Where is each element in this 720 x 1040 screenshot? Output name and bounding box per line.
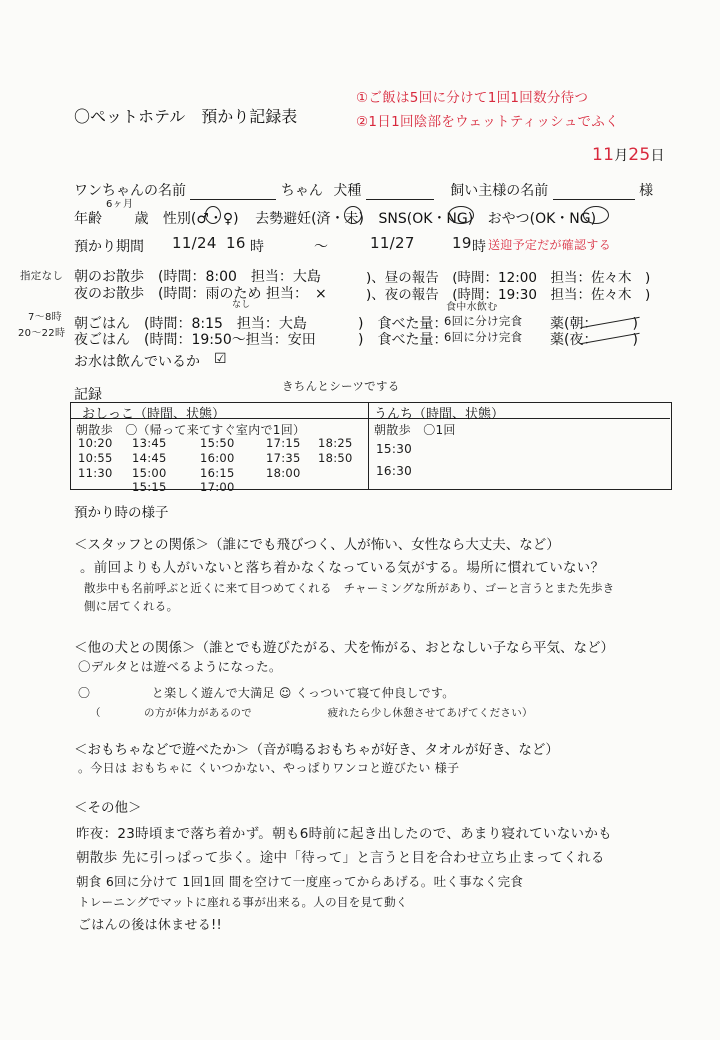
date-month-unit: 月 bbox=[614, 148, 629, 164]
pee-time-cell: 17:35 bbox=[266, 451, 301, 465]
sex-circle-mark bbox=[205, 206, 221, 224]
evening-meal: 夜ごはん (時間：19:50〜担当：安田 bbox=[74, 332, 316, 348]
dogs-answer-1: 〇デルタとは遊べるようになった。 bbox=[78, 659, 282, 674]
pee-time-cell: 16:00 bbox=[200, 451, 235, 465]
eaten-note: 食中水飲む bbox=[446, 302, 498, 313]
pee-time-cell: 10:20 bbox=[78, 436, 113, 450]
poo-header: うんち（時間、状態） bbox=[374, 407, 505, 422]
dogs-question: ＜他の犬との関係＞（誰とでも遊びたがる、犬を怖がる、おとなしい子なら平気、など） bbox=[74, 640, 614, 656]
pee-time-cell: 11:30 bbox=[78, 466, 113, 480]
pee-time-cell: 17:15 bbox=[266, 436, 301, 450]
staff-question: ＜スタッフとの関係＞（誰にでも飛びつく、人が怖い、女性なら大丈夫、など） bbox=[74, 537, 560, 553]
age-value: 6ヶ月 bbox=[106, 199, 134, 210]
state-label: 預かり時の様子 bbox=[74, 505, 169, 521]
dog-name-field bbox=[190, 185, 276, 200]
staff-answer-2: 散歩中も名前呼ぶと近くに来て目つめてくれる チャーミングな所があり、ゴーと言うとまた先歩き bbox=[84, 581, 615, 595]
staff-answer-1: 。前回よりも人がいないと落ち着かなくなっている気がする。場所に慣れていない？ bbox=[80, 560, 605, 576]
date-day-unit: 日 bbox=[650, 148, 665, 164]
age-row bbox=[74, 208, 596, 228]
age-unit: 歳 bbox=[134, 211, 149, 227]
stay-end: 11/27 bbox=[370, 234, 415, 252]
dog-name-label: ワンちゃんの名前 bbox=[74, 183, 186, 199]
breed-field bbox=[366, 185, 434, 200]
night-report: )、夜の報告 (時間：19:30 担当：佐々木 ) bbox=[366, 287, 651, 303]
other-question: ＜その他＞ bbox=[74, 800, 142, 816]
owner-field bbox=[553, 185, 635, 200]
stay-end-hour: 19 bbox=[452, 234, 472, 252]
date-day: 25 bbox=[628, 145, 651, 165]
pee-time-cell: 18:00 bbox=[266, 466, 301, 480]
pee-time-cell: 13:45 bbox=[132, 436, 167, 450]
sex-label: 性別(♂・♀) bbox=[162, 211, 239, 227]
eaten-pm: 6回に分け完食 bbox=[444, 330, 523, 344]
other-answer-4: トレーニングでマットに座れる事が出来る。人の目を見て動く bbox=[78, 895, 408, 909]
staff-answer-3: 側に居てくれる。 bbox=[84, 599, 179, 613]
sns-label: SNS(OK・NG) bbox=[378, 211, 474, 227]
water-check[interactable]: ☑ bbox=[214, 351, 227, 367]
dog-name-row bbox=[74, 180, 653, 200]
dog-name-suffix: ちゃん bbox=[280, 183, 323, 199]
toys-answer: 。今日は おもちゃに くいつかない、やっぱりワンコと遊びたい 様子 bbox=[78, 761, 460, 775]
walk-side-note: 指定なし bbox=[20, 270, 64, 282]
other-answer-1: 昨夜：23時頃まで落ち着かず。朝も6時前に起き出したので、あまり寝れていないかも bbox=[76, 826, 612, 842]
pee-header: おしっこ（時間、状態） bbox=[82, 407, 226, 422]
pee-time-cell: 16:15 bbox=[200, 466, 235, 480]
pee-time-cell: 10:55 bbox=[78, 451, 113, 465]
sns-circle-mark bbox=[448, 206, 474, 224]
pee-time-cell: 18:25 bbox=[318, 436, 353, 450]
poo-row: 16:30 bbox=[376, 464, 413, 478]
meal-side-note-am: 7〜8時 bbox=[28, 312, 62, 323]
evening-walk-small: なし bbox=[232, 300, 251, 310]
medicine-am: 薬(朝： ) bbox=[550, 316, 638, 332]
morning-meal: 朝ごはん (時間：8:15 担当：大島 bbox=[74, 316, 307, 332]
toys-question: ＜おもちゃなどで遊べたか＞（音が鳴るおもちゃが好き、タオルが好き、など） bbox=[74, 742, 559, 758]
pee-time-cell: 18:50 bbox=[318, 451, 353, 465]
eaten-am: 6回に分け完食 bbox=[444, 314, 523, 328]
breed-label: 犬種 bbox=[333, 183, 362, 199]
snack-label: おやつ(OK・NG) bbox=[487, 211, 597, 227]
stay-end-note: 送迎予定だが確認する bbox=[488, 238, 612, 252]
water-label: お水は飲んでいるか bbox=[74, 354, 200, 370]
record-label: 記録 bbox=[74, 387, 102, 403]
stay-label: 預かり期間 bbox=[74, 239, 144, 255]
poo-row: 朝散歩 〇1回 bbox=[374, 423, 456, 437]
eaten-label-pm: ) 食べた量： bbox=[358, 332, 448, 348]
eaten-label-am: ) 食べた量： bbox=[358, 316, 448, 332]
date bbox=[592, 145, 664, 165]
age-label: 年齢 bbox=[74, 211, 102, 227]
owner-suffix: 様 bbox=[639, 183, 654, 199]
medicine-pm: 薬(夜： ) bbox=[550, 332, 638, 348]
dogs-answer-2: 〇 と楽しく遊んで大満足 ☺ くっついて寝て仲良しです。 bbox=[78, 686, 455, 700]
stay-start: 11/24 bbox=[172, 234, 217, 252]
pee-time-cell: 14:45 bbox=[132, 451, 167, 465]
pee-time-cell: 15:50 bbox=[200, 436, 235, 450]
owner-label: 飼い主様の名前 bbox=[450, 183, 549, 199]
pee-time-cell: 15:15 bbox=[132, 480, 167, 494]
pee-time-cell: 17:00 bbox=[200, 480, 235, 494]
record-column-divider bbox=[368, 402, 369, 490]
evening-walk: 夜のお散歩 (時間：雨のため bbox=[74, 286, 262, 302]
evening-walk-staff: 担当： × bbox=[266, 286, 327, 302]
stay-start-hour: 16 bbox=[226, 234, 246, 252]
dogs-answer-3: （ の方が体力があるので 疲れたら少し休憩させてあげてください） bbox=[90, 707, 533, 719]
pee-time-cell: 15:00 bbox=[132, 466, 167, 480]
neuter-circle-mark bbox=[344, 206, 362, 224]
stay-tilde: 〜 bbox=[314, 239, 328, 255]
other-answer-3: 朝食 6回に分けて 1回1回 間を空けて一度座ってからあげる。吐く事なく完食 bbox=[76, 874, 524, 889]
other-answer-2: 朝散歩 先に引っぱって歩く。途中「待って」と言うと目を合わせ立ち止まってくれる bbox=[76, 850, 605, 866]
red-note-2: ②1日1回陰部をウェットティッシュでふく bbox=[356, 114, 619, 130]
date-month: 11 bbox=[592, 145, 615, 165]
poo-row: 15:30 bbox=[376, 442, 413, 456]
stay-end-unit: 時 bbox=[472, 239, 486, 255]
pee-row-1: 朝散歩 〇（帰って来てすぐ室内で1回） bbox=[76, 423, 306, 437]
red-note-1: ①ご飯は5回に分けて1回1回数分待つ bbox=[356, 90, 589, 106]
neuter-label: 去勢避妊(済・未) bbox=[255, 211, 365, 227]
meal-side-note-pm: 20〜22時 bbox=[18, 328, 66, 339]
toilet-note: きちんとシーツでする bbox=[282, 379, 400, 393]
morning-walk: 朝のお散歩 (時間：8:00 担当：大島 bbox=[74, 269, 321, 285]
sheet-title: 〇ペットホテル 預かり記録表 bbox=[74, 107, 298, 126]
snack-circle-mark bbox=[583, 206, 609, 224]
other-answer-5: ごはんの後は休ませる!! bbox=[78, 918, 223, 933]
noon-report: )、昼の報告 (時間：12:00 担当：佐々木 ) bbox=[366, 270, 651, 286]
stay-start-unit: 時 bbox=[250, 239, 264, 255]
